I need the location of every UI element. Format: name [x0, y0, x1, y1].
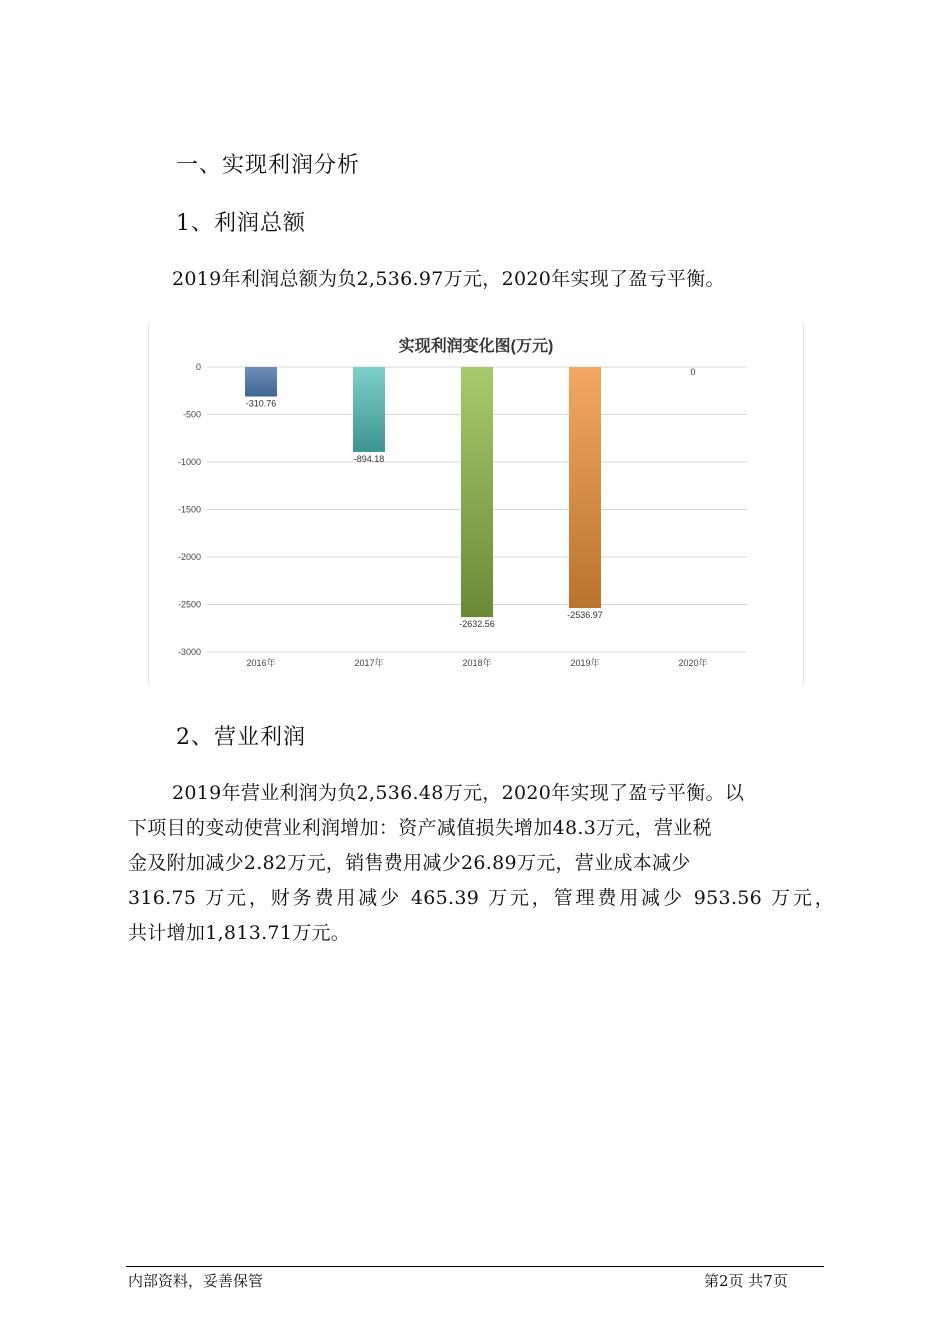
- x-tick-label: 2017年: [354, 658, 384, 668]
- y-tick-label: -500: [182, 409, 201, 420]
- bar-2019年: [569, 367, 601, 608]
- profit-chart-svg: [149, 323, 803, 685]
- data-label: 0: [690, 367, 696, 377]
- footer-divider: [126, 1266, 824, 1267]
- y-tick-label: -1500: [177, 504, 201, 515]
- x-tick-label: 2019年: [570, 658, 600, 668]
- profit-chart: [148, 323, 804, 685]
- data-label: -2632.56: [459, 619, 495, 630]
- footer-confidential-note: 内部资料，妥善保管: [128, 1272, 264, 1290]
- operating-profit-text: [128, 776, 834, 951]
- data-label: -2536.97: [567, 610, 603, 621]
- bar-2017年: [353, 367, 385, 452]
- footer-page-number: 第2页 共7页: [704, 1272, 788, 1290]
- chart-title: 实现利润变化图(万元): [398, 338, 554, 355]
- subsection-title-total-profit: 1、利润总额: [176, 211, 306, 236]
- total-profit-text: 2019年利润总额为负2,536.97万元，2020年实现了盈亏平衡。: [172, 268, 725, 290]
- operating-profit-line: 金及附加减少2.82万元，销售费用减少26.89万元，营业成本减少: [128, 852, 691, 874]
- subsection-title-operating-profit: 2、营业利润: [176, 725, 306, 750]
- operating-profit-line: 316.75 万元，财务费用减少 465.39 万元，管理费用减少 953.56 万元，: [128, 887, 834, 909]
- data-label: -894.18: [353, 453, 385, 464]
- y-tick-label: -3000: [177, 647, 201, 657]
- x-tick-label: 2020年: [678, 658, 708, 668]
- operating-profit-line: 共计增加1,813.71万元。: [128, 922, 351, 944]
- y-tick-label: -2500: [177, 599, 201, 610]
- x-tick-label: 2018年: [462, 658, 492, 668]
- y-tick-label: -2000: [177, 552, 201, 562]
- section-title: 一、实现利润分析: [176, 153, 361, 178]
- operating-profit-line: 2019年营业利润为负2,536.48万元，2020年实现了盈亏平衡。以: [172, 782, 745, 804]
- y-tick-label: -1000: [177, 457, 201, 467]
- bar-2018年: [461, 367, 493, 617]
- operating-profit-line: 下项目的变动使营业利润增加：资产减值损失增加48.3万元，营业税: [128, 817, 712, 839]
- data-label: -310.76: [245, 398, 277, 409]
- x-tick-label: 2016年: [246, 658, 276, 668]
- bar-2016年: [245, 367, 277, 397]
- y-tick-label: 0: [195, 362, 201, 372]
